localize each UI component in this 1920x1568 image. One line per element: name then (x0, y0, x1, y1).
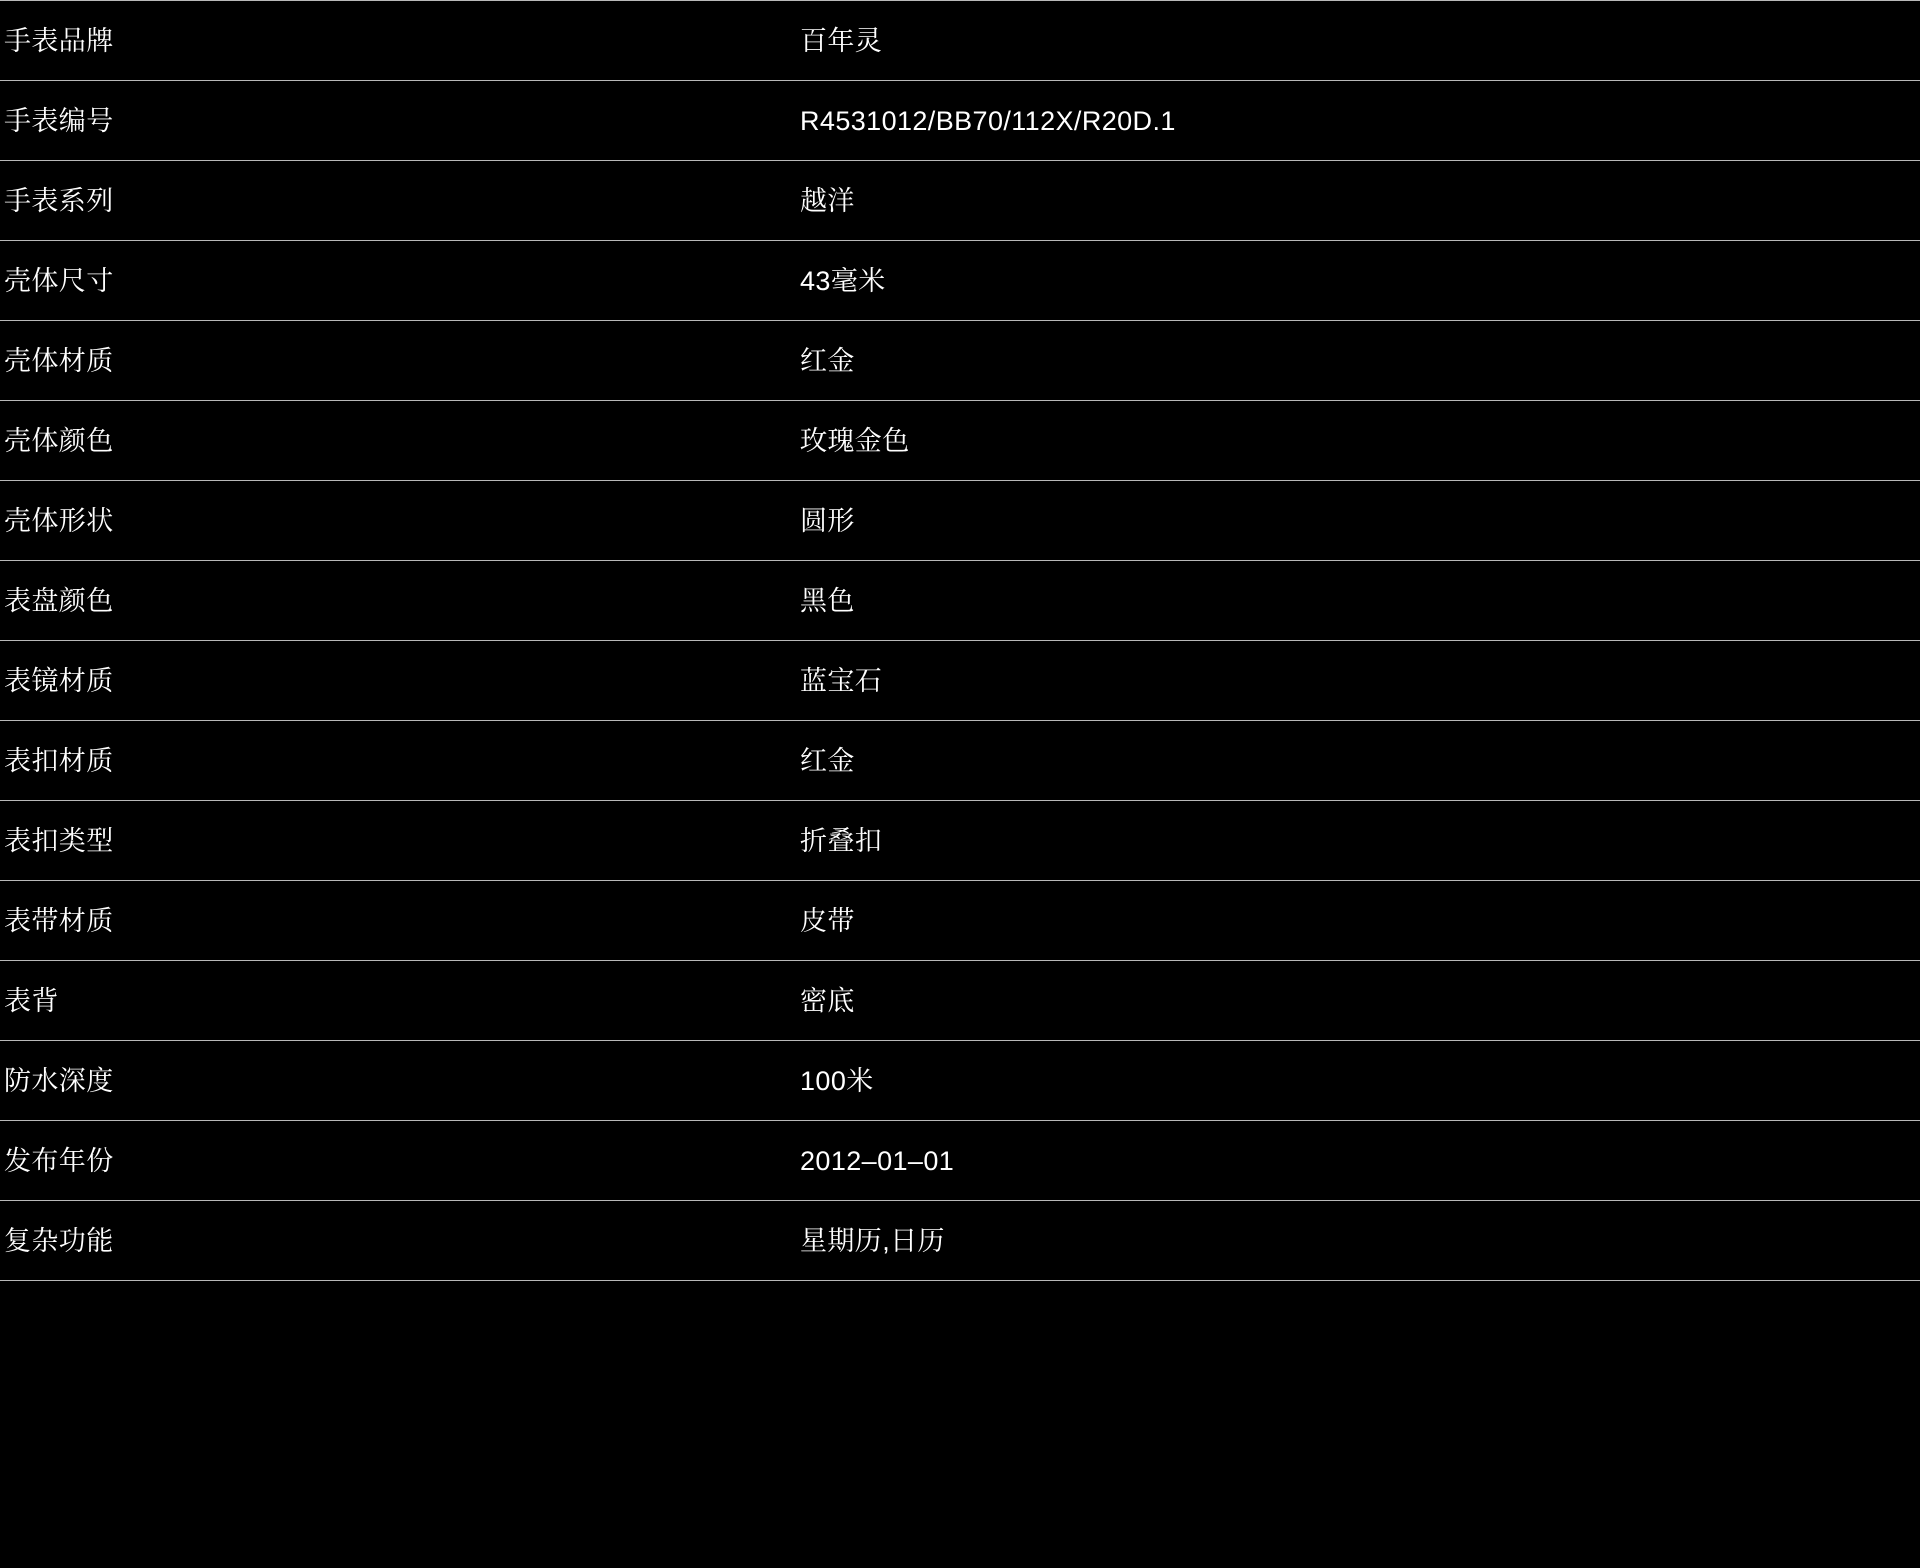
spec-value: 圆形 (800, 505, 855, 536)
spec-label: 手表系列 (4, 185, 114, 216)
spec-value: 蓝宝石 (800, 665, 883, 696)
spec-value: 红金 (800, 745, 855, 776)
spec-label: 表带材质 (4, 905, 114, 936)
spec-value: 密底 (800, 985, 855, 1016)
spec-label: 表背 (4, 985, 59, 1016)
spec-table-body (0, 1, 1920, 1281)
spec-value: 越洋 (800, 185, 855, 216)
spec-value: 皮带 (800, 905, 855, 936)
table-row (0, 881, 1920, 961)
table-row (0, 961, 1920, 1041)
table-row (0, 1201, 1920, 1281)
spec-label: 表镜材质 (4, 665, 114, 696)
table-row (0, 1121, 1920, 1201)
table-row (0, 1, 1920, 81)
spec-value: 星期历,日历 (800, 1225, 945, 1256)
table-row (0, 481, 1920, 561)
spec-label: 手表编号 (4, 105, 114, 136)
spec-value: R4531012/BB70/112X/R20D.1 (800, 105, 1176, 136)
spec-label: 壳体尺寸 (4, 265, 114, 296)
spec-label: 表扣材质 (4, 745, 114, 776)
spec-value: 玫瑰金色 (800, 425, 910, 456)
spec-value: 百年灵 (800, 25, 883, 56)
table-row (0, 721, 1920, 801)
spec-label: 防水深度 (4, 1065, 114, 1096)
spec-value: 100米 (800, 1065, 874, 1096)
table-row (0, 641, 1920, 721)
table-row (0, 321, 1920, 401)
spec-label: 表盘颜色 (4, 585, 114, 616)
spec-label: 壳体颜色 (4, 425, 114, 456)
spec-value: 红金 (800, 345, 855, 376)
table-row (0, 161, 1920, 241)
spec-label: 表扣类型 (4, 825, 114, 856)
table-row (0, 81, 1920, 161)
spec-value: 2012–01–01 (800, 1145, 955, 1176)
table-row (0, 241, 1920, 321)
spec-value: 折叠扣 (800, 825, 883, 856)
spec-label: 复杂功能 (4, 1225, 114, 1256)
spec-value: 43毫米 (800, 265, 886, 296)
table-row (0, 561, 1920, 641)
table-row (0, 801, 1920, 881)
table-row (0, 1041, 1920, 1121)
spec-value: 黑色 (800, 585, 855, 616)
spec-label: 手表品牌 (4, 25, 114, 56)
spec-label: 壳体形状 (4, 505, 114, 536)
table-row (0, 401, 1920, 481)
spec-label: 发布年份 (4, 1145, 114, 1176)
spec-label: 壳体材质 (4, 345, 114, 376)
